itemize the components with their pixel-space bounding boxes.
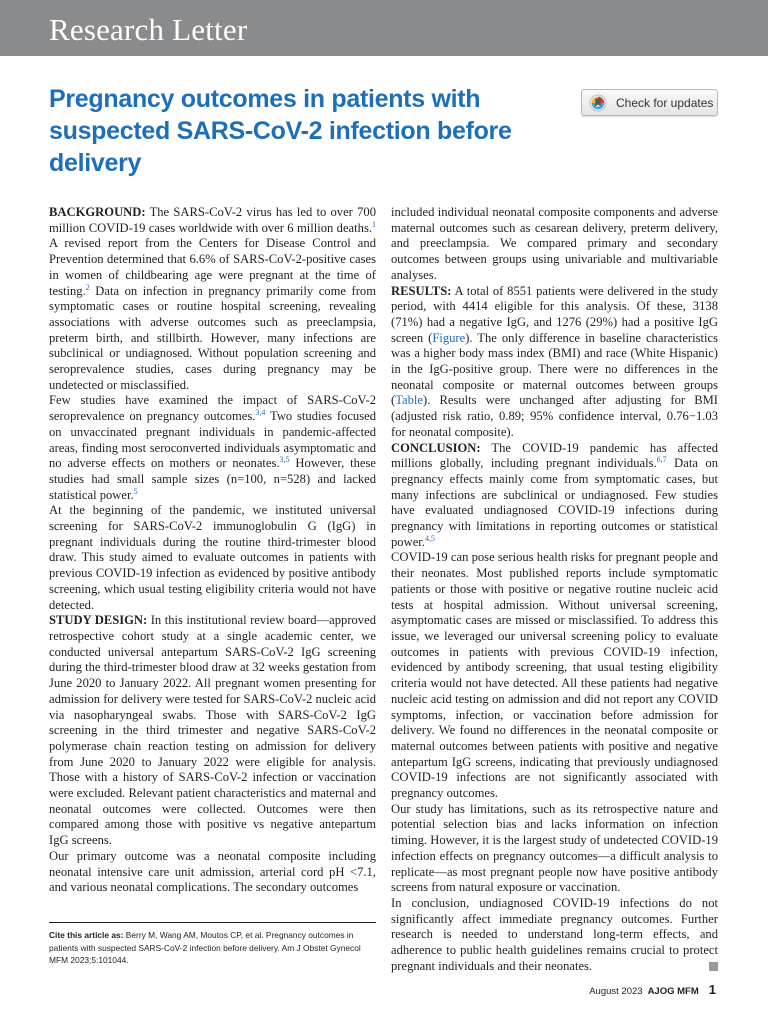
check-for-updates-button[interactable] [581, 89, 718, 116]
reference-link[interactable]: 6,7 [656, 455, 667, 465]
end-of-article-square-icon [709, 962, 718, 971]
page-footer [589, 982, 716, 997]
paragraph-beginning [49, 503, 376, 613]
article-title: Pregnancy outcomes in patients with suspected SARS-CoV-2 infection before delivery [49, 85, 512, 177]
body-text: Data on pregnancy effects mainly come from symptomatic cases, but many infections are subclinical or undiagnosed. Few studies have evaluated undiagnosed COVID-19 infections during pregnancy with limitations in reporting outcomes or statistical power. [391, 456, 719, 549]
paragraph-secondary-cont [391, 205, 718, 284]
footer-journal: AJOG MFM [647, 986, 699, 997]
paragraph-study-design [49, 613, 376, 849]
check-for-updates-label: Check for updates [616, 95, 714, 110]
body-text: At the beginning of the pandemic, we instituted universal screening for SARS-CoV-2 immunoglobulin G (IgG) in pregnant individuals during the routine third-trimester blood draw. This study aimed to evaluate outcomes in patients with previous COVID-19 infection as evidenced by positive antibody screening, which usual testing eligibility criteria would not have detected. [49, 503, 376, 612]
paragraph-conclusion [391, 441, 718, 551]
citation-rule [49, 922, 376, 923]
paragraph-covid-risks [391, 550, 718, 801]
body-text: A revised report from the Centers for Disease Control and Prevention determined that 6.6% of SARS-CoV-2-positive cases in women of childbearing age were pregnant at the time of testing. [49, 236, 376, 298]
body-text: Data on infection in pregnancy primarily come from symptomatic cases or routine hospital screening, revealing associations with adverse outcomes such as preeclampsia, preterm birth, and stillbirth. However, many infections are subclinical or undiagnosed. Without population screening and seroprevalence studies, cases during pregnancy may be undetected or misclassified. [49, 283, 376, 392]
reference-link[interactable]: 3,5 [279, 455, 290, 465]
paragraph-in-conclusion [391, 896, 718, 975]
body-text: A total of 8551 patients were delivered in the study period, with 4414 eligible for this analysis. Of these, 3138 (71%) had a negative IgG, and 1276 (29%) had a positive IgG screen ( [391, 283, 718, 345]
body-text: Our study has limitations, such as its retrospective nature and potential selection bias and lacks information on infection timing. However, it is the largest study of undetected COVID-19 infection effects on pregnancy outcomes—a difficult analysis to replicate—as most pregnant people now have positive antibody screens from natural exposure or vaccination. [391, 801, 718, 895]
section-heading: RESULTS: [391, 283, 452, 298]
body-text: In conclusion, undiagnosed COVID-19 infections do not significantly affect immediate pregnancy outcomes. Further research is needed to understand long-term effects, and adherence to public health guidelines remains crucial to protect pregnant individuals and their neonates. [391, 895, 718, 973]
body-text: However, these studies had small sample sizes (n=100, n=528) and lacked statistical power. [49, 456, 376, 502]
footer-date: August 2023 [589, 986, 643, 997]
body-text: Two studies focused on unvaccinated pregnant individuals in pandemic-affected areas, finding most seroconverted individuals asymptomatic and no adverse effects on mothers or neonates. [49, 409, 376, 471]
cross-reference-link[interactable]: Table [395, 393, 423, 408]
body-text: The COVID-19 pandemic has affected millions globally, including pregnant individuals. [391, 440, 718, 471]
header-band [0, 0, 768, 56]
page-number: 1 [708, 982, 716, 997]
reference-link[interactable]: 3,4 [255, 407, 266, 417]
left-column [49, 205, 376, 896]
body-text: Our primary outcome was a neonatal composite including neonatal intensive care unit admission, arterial cord pH <7.1, and various neonatal complications. The secondary outcomes [49, 848, 376, 895]
citation [49, 929, 376, 967]
body-text: ). Results were unchanged after adjusting for BMI (adjusted risk ratio, 0.89; 95% confidence interval, 0.76−1.03 for neonatal composite). [391, 393, 718, 439]
body-text: included individual neonatal composite components and adverse maternal outcomes such as cesarean delivery, preterm delivery, and preeclampsia. We compared primary and secondary outcomes between groups using univariable and multivariable analyses. [391, 205, 718, 282]
body-text: In this institutional review board—approved retrospective cohort study at a single academic center, we conducted universal antepartum SARS-CoV-2 IgG screening during the third-trimester blood draw at 32 weeks gestation from June 2020 to January 2022. All pregnant women presenting for admission for delivery were tested for SARS-CoV-2 nucleic acid via nasopharyngeal swabs. Those with SARS-CoV-2 IgG screening in the third trimester and negative SARS-CoV-2 polymerase chain reaction testing on admission for delivery from June 2020 to January 2022 were eligible for analysis. Those with a history of SARS-CoV-2 infection or vaccination were excluded. Relevant patient characteristics and maternal and neonatal outcomes were collected. Outcomes were then compared among those with positive vs negative antepartum IgG screens. [49, 613, 376, 848]
body-text: Few studies have examined the impact of SARS-CoV-2 seroprevalence on pregnancy outcomes. [49, 393, 376, 424]
citation-text: Berry M, Wang AM, Moutos CP, et al. Pregnancy outcomes in patients with suspected SARS-CoV-2 infection before delivery. Am J Obstet Gynecol MFM 2023;5:101044. [49, 930, 361, 966]
body-text: The SARS-CoV-2 virus has led to over 700 million COVID-19 cases worldwide with over 6 million deaths. [49, 205, 376, 235]
reference-link[interactable]: 4,5 [424, 533, 435, 543]
paragraph-results [391, 284, 718, 441]
right-column [391, 205, 718, 974]
crossmark-icon [589, 94, 607, 112]
section-label: Research Letter [49, 12, 248, 47]
section-heading: STUDY DESIGN: [49, 613, 148, 628]
body-text: ). The only difference in baseline characteristics was a higher body mass index (BMI) and race (White Hispanic) in the IgG-positive group. There were no differences in the neonatal composite or maternal outcomes between groups ( [391, 330, 718, 408]
body-text: COVID-19 can pose serious health risks for pregnant people and their neonates. Most published reports include symptomatic patients or those with positive or negative routine nucleic acid tests at hospital admission. Without universal screening, asymptomatic cases are missed or misclassified. To address this issue, we leveraged our universal screening policy to evaluate outcomes in patients with previous COVID-19 infection, evidenced by antibody screening, that usual testing eligibility criteria would not have detected. All these patients had negative nucleic acid testing on admission and did not report any COVID symptoms, infection, or vaccination before admission for delivery. We found no differences in the neonatal composite or maternal outcomes between patients with positive and negative antepartum IgG screens, indicating that previously undiagnosed COVID-19 infections are not significantly associated with pregnancy outcomes. [391, 550, 718, 801]
section-heading: CONCLUSION: [391, 440, 481, 455]
section-heading: BACKGROUND: [49, 205, 146, 219]
reference-link[interactable]: 2 [85, 282, 90, 292]
paragraph-few-studies [49, 393, 376, 503]
reference-link[interactable]: 1 [372, 219, 376, 229]
paragraph-primary-outcome [49, 849, 376, 896]
cross-reference-link[interactable]: Figure [432, 330, 466, 345]
paragraph-background [49, 205, 376, 393]
paragraph-limitations [391, 802, 718, 896]
citation-label: Cite this article as: [49, 930, 124, 940]
reference-link[interactable]: 5 [133, 486, 138, 496]
